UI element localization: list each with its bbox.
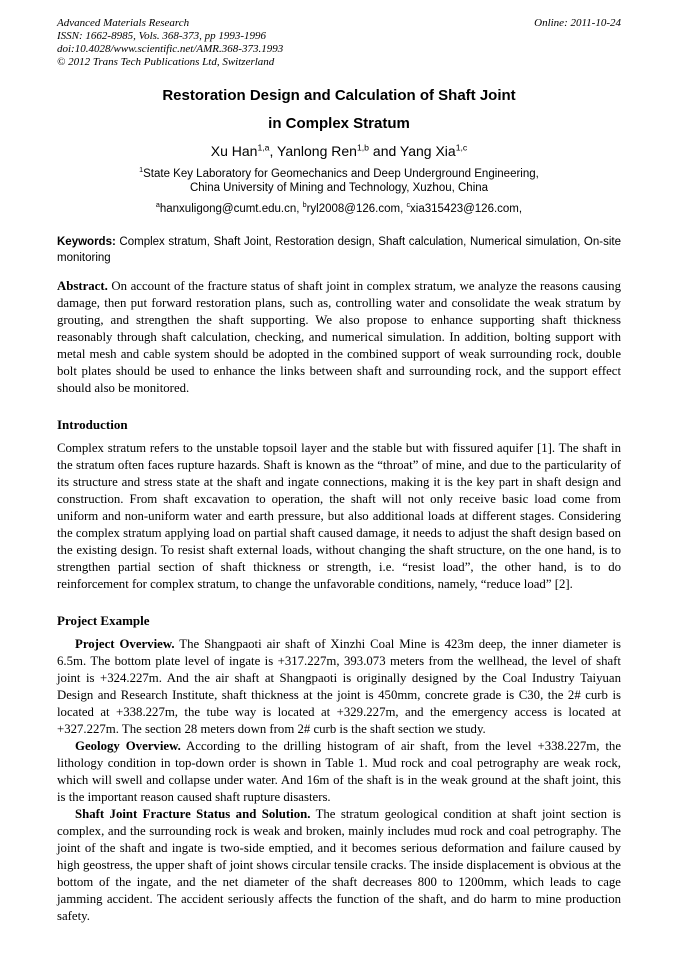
abstract-label: Abstract.	[57, 278, 108, 293]
journal-header	[57, 17, 621, 69]
author-name-2: Yanlong Ren	[277, 143, 357, 159]
author-email-b: ryl2008@126.com,	[306, 203, 407, 215]
author-name-3: Yang Xia	[399, 143, 456, 159]
author-separator-1: ,	[269, 143, 278, 159]
project-overview-paragraph	[57, 636, 621, 738]
affiliation-superscript: 1	[139, 166, 144, 175]
subsection-label-fracture-status: Shaft Joint Fracture Status and Solution.	[75, 806, 311, 821]
authors-line	[57, 141, 621, 161]
project-overview-text: The Shangpaoti air shaft of Xinzhi Coal Mine is 423m deep, the inner diameter is 6.5m. The bottom plate level of ingate is +317.227m, 393.073 meters from the wellhead, the level of shaft joint is +324.227m. And the air shaft at Shangpaoti is originally designed by the Coal Industry Taiyuan Design and Research Institute, shaft thickness at the joint is 450mm, concrete grade is C30, the 2# curb is located at +338.227m, the tube way is located at +329.227m, and the emergency access is located at +327.227m. The section 28 meters down from 2# curb is the shaft section we study.	[57, 636, 622, 736]
author-email-c: xia315423@126.com,	[410, 203, 523, 215]
author-superscript-3: 1,c	[455, 142, 468, 153]
email-superscript-c: c	[406, 201, 411, 210]
abstract-paragraph	[57, 278, 621, 397]
online-date: Online: 2011-10-24	[534, 17, 621, 29]
paper-title	[57, 82, 621, 138]
copyright-line: © 2012 Trans Tech Publications Ltd, Switzerland	[57, 56, 275, 68]
section-heading-project-example: Project Example	[57, 612, 150, 628]
affiliation-text-1: State Key Laboratory for Geomechanics and Deep Underground Engineering,	[143, 168, 539, 180]
journal-info-block	[57, 17, 283, 69]
author-separator-2: and	[369, 143, 400, 159]
section-heading-introduction: Introduction	[57, 416, 128, 432]
geology-overview-text: According to the drilling histogram of air shaft, from the level +338.227m, the lithology condition in top-down order is shown in Table 1. Mud rock and coal petrography are weak rock, which will swell and collapse under water. And 16m of the shaft is in the weak ground at the shaft joint, this is the important reason caused shaft rupture disasters.	[57, 738, 622, 804]
email-superscript-a: a	[155, 201, 160, 210]
affiliation-line2: China University of Mining and Technology, Xuzhou, China	[189, 182, 489, 194]
fracture-status-paragraph	[57, 806, 621, 925]
introduction-paragraph: Complex stratum refers to the unstable topsoil layer and the stable but with fissured aquifer [1]. The shaft in the stratum often faces rupture hazards. Shaft is known as the “throat” of mine, and due to the particularity of its structure and stress state at the shaft and ingate connections, making it is the key part in shaft design and construction. From shaft excavation to operation, the shaft will not only receive basic load come from uniform and non-uniform water and earth pressure, but also additional loads at different stages. Considering the complex stratum applying load on partial shaft caused damage, it needs to adjust the shaft design based on the existing design. To resist shaft external loads, without changing the shaft structure, on the one hand, is to strengthen partial section of shaft thickness or strength, i.e. “resist load”, the other hand, is to do reinforcement for complex stratum, to change the unfavorable conditions, namely, “reduce load” [2].	[57, 440, 621, 591]
affiliation-block	[57, 167, 621, 195]
email-superscript-b: b	[302, 201, 307, 210]
doi-line: doi:10.4028/www.scientific.net/AMR.368-373.1993	[57, 43, 284, 55]
paper-title-line1: Restoration Design and Calculation of Shaft Joint	[162, 87, 516, 104]
issn-line: ISSN: 1662-8985, Vols. 368-373, pp 1993-1996	[57, 30, 266, 42]
author-email-a: hanxuligong@cumt.edu.cn,	[159, 203, 303, 215]
author-superscript-2: 1,b	[356, 142, 370, 153]
keywords-label: Keywords:	[57, 236, 116, 248]
author-superscript-1: 1,a	[257, 142, 270, 153]
paper-title-line2: in Complex Stratum	[268, 115, 410, 132]
journal-name: Advanced Materials Research	[57, 17, 190, 29]
author-name-1: Xu Han	[210, 143, 258, 159]
geology-overview-paragraph	[57, 738, 621, 806]
subsection-label-geology-overview: Geology Overview.	[75, 738, 181, 753]
subsection-label-project-overview: Project Overview.	[75, 636, 175, 651]
affiliation-line1	[57, 167, 621, 181]
fracture-status-text: The stratum geological condition at shaft joint section is complex, and the surrounding rock is weak and broken, mainly includes mud rock and coal petrography. The joint of the shaft and ingate is two-side emptied, and it becomes serious deformation and failure caused by high geostress, the upper shaft of joint shows circular tensile cracks. The inside displacement is obvious at the bottom of the ingate, and the net diameter of the shaft decreases 800 to 1200mm, which leads to cage jamming accident. The accident seriously affects the function of the shaft, and do harm to mine production safety.	[57, 806, 621, 923]
emails-line	[57, 202, 621, 216]
abstract-text: On account of the fracture status of shaft joint in complex stratum, we analyze the reasons causing damage, then put forward restoration plans, such as, controlling water and consolidate the weak stratum by grouting, and strengthen the shaft supporting. We also propose to enhance supporting shaft thickness reasonably through shaft calculation, checking, and numerical simulation. In addition, bolting support with metal mesh and cable system should be adopted in the combined support of weak surrounding rock, double bolt plates should be used to enhance the links between shaft and surrounding rock, and the support effect should also be monitored.	[57, 278, 621, 395]
keywords-text: Complex stratum, Shaft Joint, Restoration design, Shaft calculation, Numerical simulation, On-site monitoring	[57, 236, 621, 264]
keywords-paragraph	[57, 235, 621, 266]
